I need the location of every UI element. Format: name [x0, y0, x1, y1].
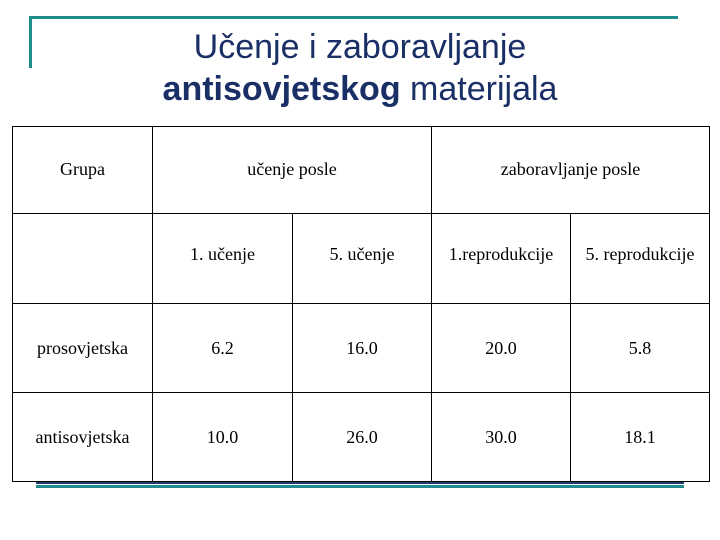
subheader-col4: 5. reprodukcije: [571, 214, 710, 304]
table-subheader-row: [13, 214, 710, 304]
header-learning: učenje posle: [153, 127, 432, 214]
slide-title: [60, 26, 660, 110]
table-cell: 6.2: [153, 304, 293, 393]
table-cell: 26.0: [293, 393, 432, 482]
subheader-col1: 1. učenje: [153, 214, 293, 304]
table-row: [13, 304, 710, 393]
frame-bottom-dark-line: [36, 482, 684, 484]
header-group: Grupa: [13, 127, 153, 214]
row-group-label: prosovjetska: [13, 304, 153, 393]
table-cell: 5.8: [571, 304, 710, 393]
table-cell: 10.0: [153, 393, 293, 482]
results-table: [12, 126, 710, 482]
title-rest: materijala: [400, 70, 558, 108]
subheader-empty: [13, 214, 153, 304]
subheader-col3: 1.reprodukcije: [432, 214, 571, 304]
frame-top-line: [30, 16, 678, 19]
title-bold-word: antisovjetskog: [162, 70, 401, 108]
header-forgetting: zaboravljanje posle: [432, 127, 710, 214]
title-line-2: [60, 68, 660, 110]
table-cell: 30.0: [432, 393, 571, 482]
frame-bottom-line: [36, 485, 684, 488]
row-group-label: antisovjetska: [13, 393, 153, 482]
table-cell: 16.0: [293, 304, 432, 393]
table-cell: 20.0: [432, 304, 571, 393]
table-header-row: [13, 127, 710, 214]
frame-left-line: [29, 16, 32, 68]
title-line-1: Učenje i zaboravljanje: [193, 28, 527, 66]
subheader-col2: 5. učenje: [293, 214, 432, 304]
table-row: [13, 393, 710, 482]
table-cell: 18.1: [571, 393, 710, 482]
